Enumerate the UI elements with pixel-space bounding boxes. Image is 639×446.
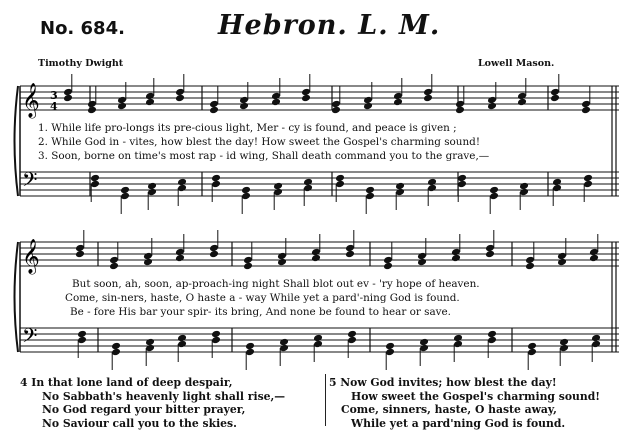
lyric-line-2: 2. While God in - vites, how blest the day! How sweet the Gospel's charming sound! (38, 136, 481, 148)
system-brace (15, 86, 19, 196)
bass-clef: 𝄢 (22, 324, 38, 352)
system-1-treble-note (455, 106, 465, 115)
treble-clef: 𝄞 (22, 83, 40, 118)
system-brace (15, 242, 19, 352)
system-2-treble-note (75, 250, 85, 259)
system-1-treble-note (175, 94, 185, 103)
verse-4 (20, 376, 285, 430)
verse-5-line-2: How sweet the Gospel's charming sound! (351, 389, 601, 403)
lyric-line-1: 1. While life pro-longs its pre-cious light, Mer - cy is found, and peace is given ; (38, 122, 457, 134)
system-2-treble-note (417, 258, 427, 267)
verse-divider (325, 374, 326, 426)
poet-credit: Timothy Dwight (38, 58, 124, 69)
time-sig-top: 3 (50, 89, 58, 102)
system-2-treble-note (451, 254, 461, 263)
system-2-treble-note (277, 258, 287, 267)
time-sig-bottom: 4 (50, 100, 58, 113)
system-1-treble-note (209, 106, 219, 115)
system-2-treble-note (383, 262, 393, 271)
system-2-treble-note (209, 250, 219, 259)
hymn-number: No. 684. (40, 18, 125, 39)
system-1-treble-note (487, 102, 497, 111)
verse-5-line-1: 5 Now God invites; how blest the day! (329, 376, 557, 389)
system-1-treble-note (145, 98, 155, 107)
system-1-treble-note (87, 106, 97, 115)
verse-5-line-3: Come, sinners, haste, O haste away, (341, 403, 557, 416)
lyric-line-4: But soon, ah, soon, ap-proach-ing night Shall blot out ev - 'ry hope of heaven. (72, 278, 480, 290)
system-1-treble-note (423, 94, 433, 103)
system-1-treble-note (239, 102, 249, 111)
system-2-treble-note (311, 254, 321, 263)
verse-5 (329, 376, 600, 430)
treble-clef: 𝄞 (22, 239, 40, 274)
system-1-treble-note (581, 106, 591, 115)
hymn-title: Hebron. L. M. (218, 10, 441, 41)
lyric-line-5: Come, sin-ners, haste, O haste a - way While yet a pard'-ning God is found. (65, 292, 460, 304)
system-2-treble-note (109, 262, 119, 271)
system-2-treble-note (525, 262, 535, 271)
system-2-treble-note (589, 254, 599, 263)
verse-5-line-4: While yet a pard'ning God is found. (351, 416, 566, 430)
lyric-line-6: Be - fore His bar your spir- its bring, And none be found to hear or save. (70, 306, 451, 318)
system-2-treble-note (345, 250, 355, 259)
system-1-treble-note (550, 94, 560, 103)
system-2-treble-note (243, 262, 253, 271)
system-2-treble-note (143, 258, 153, 267)
bass-clef: 𝄢 (22, 168, 38, 196)
system-1-treble-note (393, 98, 403, 107)
system-1-treble-note (63, 94, 73, 103)
system-1-treble-note (117, 102, 127, 111)
system-1-treble-note (517, 98, 527, 107)
lyric-line-3: 3. Soon, borne on time's most rap - id wing, Shall death command you to the grave,— (38, 150, 490, 162)
system-1-treble-note (271, 98, 281, 107)
system-1-treble-note (363, 102, 373, 111)
verse-4-line-3: No God regard your bitter prayer, (42, 403, 246, 416)
verse-4-line-1: 4 In that lone land of deep despair, (20, 376, 233, 389)
system-2-treble-note (485, 250, 495, 259)
system-2-treble-note (175, 254, 185, 263)
system-1-treble-note (301, 94, 311, 103)
verse-4-line-2: No Sabbath's heavenly light shall rise,— (42, 389, 286, 403)
verse-4-line-4: No Saviour call you to the skies. (42, 416, 237, 430)
system-2-treble-note (557, 258, 567, 267)
composer-credit: Lowell Mason. (478, 58, 555, 69)
